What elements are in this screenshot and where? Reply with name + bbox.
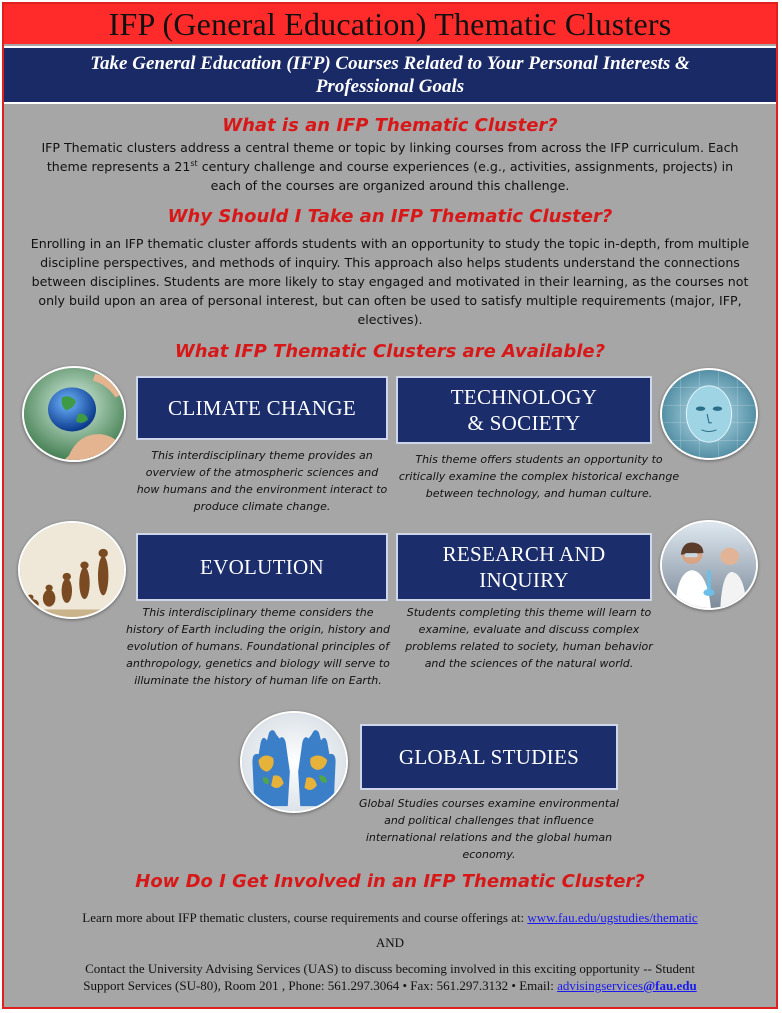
what-heading: What is an IFP Thematic Cluster?	[222, 115, 558, 136]
contact-line-2	[4, 977, 776, 994]
title-band	[4, 4, 776, 44]
why-paragraph: Enrolling in an IFP thematic cluster affords students with an opportunity to study the topic in-depth, from multiple discipline perspectives, and methods of inquiry. This approach also helps students understand the connections between disciplines. Students are more likely to stay engaged and motivated in their learning, as the courses not only build upon an area of personal interest, but can often be used to satisfy multiple requirements (major, IFP, electives).	[30, 236, 750, 327]
cluster-desc-evolution: This interdisciplinary theme considers the history of Earth including the origin, history and evolution of humans. Foundational principles of anthropology, genetics and biology will serve to illuminate the history of human life on Earth.	[126, 606, 390, 687]
involved-heading: How Do I Get Involved in an IFP Thematic Cluster?	[135, 871, 645, 892]
flyer-frame	[2, 2, 778, 1009]
lab-researchers-icon	[660, 520, 758, 610]
learn-more-text: Learn more about IFP thematic clusters, course requirements and course offerings at:	[82, 910, 528, 925]
page-title: IFP (General Education) Thematic Clusters	[108, 5, 672, 42]
contact-line-1: Contact the University Advising Services (UAS) to discuss becoming involved in this exciting opportunity -- Student	[85, 961, 695, 976]
cluster-title-evolution: EVOLUTION	[136, 533, 388, 601]
why-heading: Why Should I Take an IFP Thematic Cluster?	[167, 206, 613, 227]
subtitle-band	[4, 46, 776, 104]
human-evolution-icon	[18, 521, 126, 619]
cluster-title-climate-change: CLIMATE CHANGE	[136, 376, 388, 440]
contact-details: Support Services (SU-80), Room 201 , Phone: 561.297.3064 • Fax: 561.297.3132 • Email:	[83, 978, 558, 993]
cluster-title-technology-society: TECHNOLOGY & SOCIETY	[396, 376, 652, 444]
thematic-link[interactable]: www.fau.edu/ugstudies/thematic	[527, 910, 698, 925]
what-text-1: IFP Thematic clusters address a central theme or topic by linking courses from across the IFP curriculum. Each theme represents a 21	[41, 140, 739, 174]
earth-in-hand-icon	[22, 366, 126, 462]
and-text: AND	[375, 935, 405, 950]
email-user: advisingservices	[557, 978, 644, 993]
world-map-hands-icon	[240, 711, 348, 813]
learn-more-line	[4, 909, 776, 926]
cluster-desc-climate-change: This interdisciplinary theme provides an overview of the atmospheric sciences and how humans and the environment interact to produce climate change.	[136, 449, 388, 513]
what-text-2: century challenge and course experiences (e.g., activities, assignments, projects) in each of the courses are organized around this challenge.	[197, 159, 734, 193]
cluster-desc-research-inquiry: Students completing this theme will learn to examine, evaluate and discuss complex problems related to society, human behavior and the sciences of the natural world.	[405, 606, 653, 670]
cluster-desc-global-studies: Global Studies courses examine environmental and political challenges that influence international relations and the global human economy.	[358, 797, 619, 861]
what-sup: st	[190, 158, 198, 168]
cluster-title-research-inquiry: RESEARCH AND INQUIRY	[396, 533, 652, 601]
email-link[interactable]	[557, 978, 697, 993]
page-subtitle: Take General Education (IFP) Courses Related to Your Personal Interests & Professional Goals	[90, 53, 690, 97]
available-heading: What IFP Thematic Clusters are Available?	[174, 341, 606, 362]
what-paragraph	[34, 138, 746, 195]
digital-face-icon	[660, 368, 758, 460]
cluster-desc-technology-society: This theme offers students an opportunity to critically examine the complex historical exchange between technology, and human culture.	[398, 453, 680, 500]
cluster-title-global-studies: GLOBAL STUDIES	[360, 724, 618, 790]
email-domain: @fau.edu	[643, 978, 697, 993]
